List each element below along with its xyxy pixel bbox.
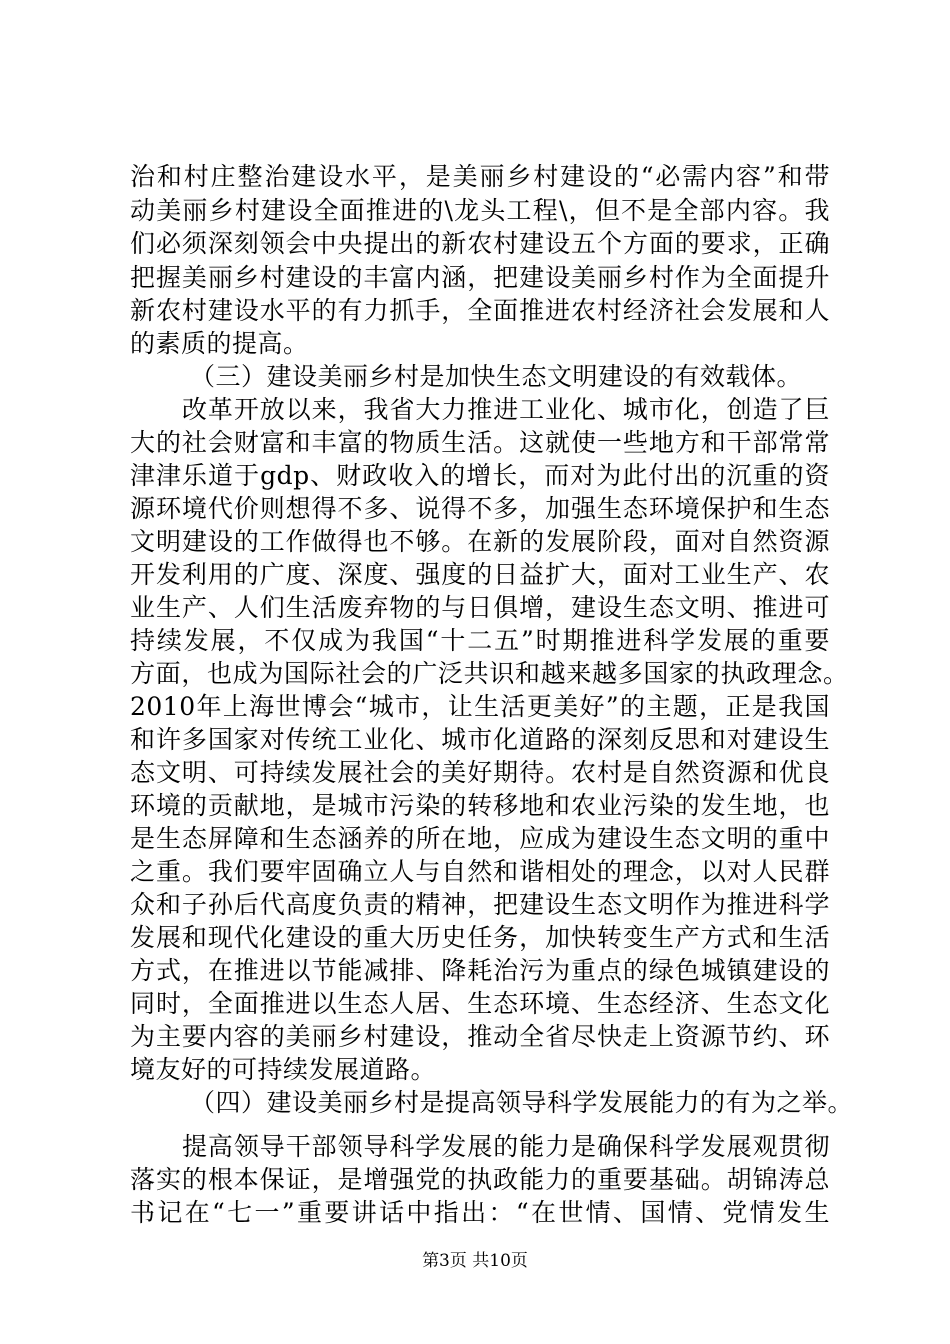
text-line: 文明建设的工作做得也不够。在新的发展阶段，面对自然资源 [130,527,830,556]
text-line: 开发利用的广度、深度、强度的日益扩大，面对工业生产、农 [130,560,830,589]
text-line: 落实的根本保证，是增强党的执政能力的重要基础。胡锦涛总 [130,1165,830,1194]
paragraph-first-line: 提高领导干部领导科学发展的能力是确保科学发展观贯彻 [182,1132,830,1161]
text-line: 发展和现代化建设的重大历史任务，加快转变生产方式和生活 [130,923,830,952]
text-line: 动美丽乡村建设全面推进的\龙头工程\，但不是全部内容。我 [130,196,830,225]
text-line: 是生态屏障和生态涵养的所在地，应成为建设生态文明的重中 [130,824,830,853]
text-line: 书记在“七一”重要讲话中指出：“在世情、国情、党情发生 [130,1198,830,1227]
paragraph-first-line: 改革开放以来，我省大力推进工业化、城市化，创造了巨 [182,395,830,424]
text-line: 为主要内容的美丽乡村建设，推动全省尽快走上资源节约、环 [130,1022,830,1051]
text-line: 的素质的提高。 [130,329,309,358]
text-line: 众和子孙后代高度负责的精神，把建设生态文明作为推进科学 [130,890,830,919]
text-line: 大的社会财富和丰富的物质生活。这就使一些地方和干部常常 [130,428,830,457]
text-line: 之重。我们要牢固确立人与自然和谐相处的理念，以对人民群 [130,857,830,886]
text-line: 方面，也成为国际社会的广泛共识和越来越多国家的执政理念。 [130,659,848,688]
text-line: 境友好的可持续发展道路。 [130,1055,437,1084]
text-line: 2010年上海世博会“城市，让生活更美好”的主题，正是我国 [130,692,830,721]
text-line: 源环境代价则想得不多、说得不多，加强生态环境保护和生态 [130,494,830,523]
text-line: 方式，在推进以节能减排、降耗治污为重点的绿色城镇建设的 [130,956,830,985]
text-line: 津津乐道于gdp、财政收入的增长，而对为此付出的沉重的资 [130,461,830,490]
text-line: 业生产、人们生活废弃物的与日俱增，建设生态文明、推进可 [130,593,830,622]
section-heading-4: （四）建设美丽乡村是提高领导科学发展能力的有为之举。 [190,1088,854,1117]
text-line: 和许多国家对传统工业化、城市化道路的深刻反思和对建设生 [130,725,830,754]
page-number-footer: 第3页 共10页 [422,1251,528,1271]
section-heading-3: （三）建设美丽乡村是加快生态文明建设的有效载体。 [190,362,803,391]
text-line: 持续发展，不仅成为我国“十二五”时期推进科学发展的重要 [130,626,830,655]
text-line: 把握美丽乡村建设的丰富内涵，把建设美丽乡村作为全面提升 [130,263,830,292]
text-line: 治和村庄整治建设水平，是美丽乡村建设的“必需内容”和带 [130,162,830,191]
text-line: 环境的贡献地，是城市污染的转移地和农业污染的发生地，也 [130,791,830,820]
text-line: 们必须深刻领会中央提出的新农村建设五个方面的要求，正确 [130,229,830,258]
text-line: 新农村建设水平的有力抓手，全面推进农村经济社会发展和人 [130,296,830,325]
text-line: 同时，全面推进以生态人居、生态环境、生态经济、生态文化 [130,989,830,1018]
text-line: 态文明、可持续发展社会的美好期待。农村是自然资源和优良 [130,758,830,787]
